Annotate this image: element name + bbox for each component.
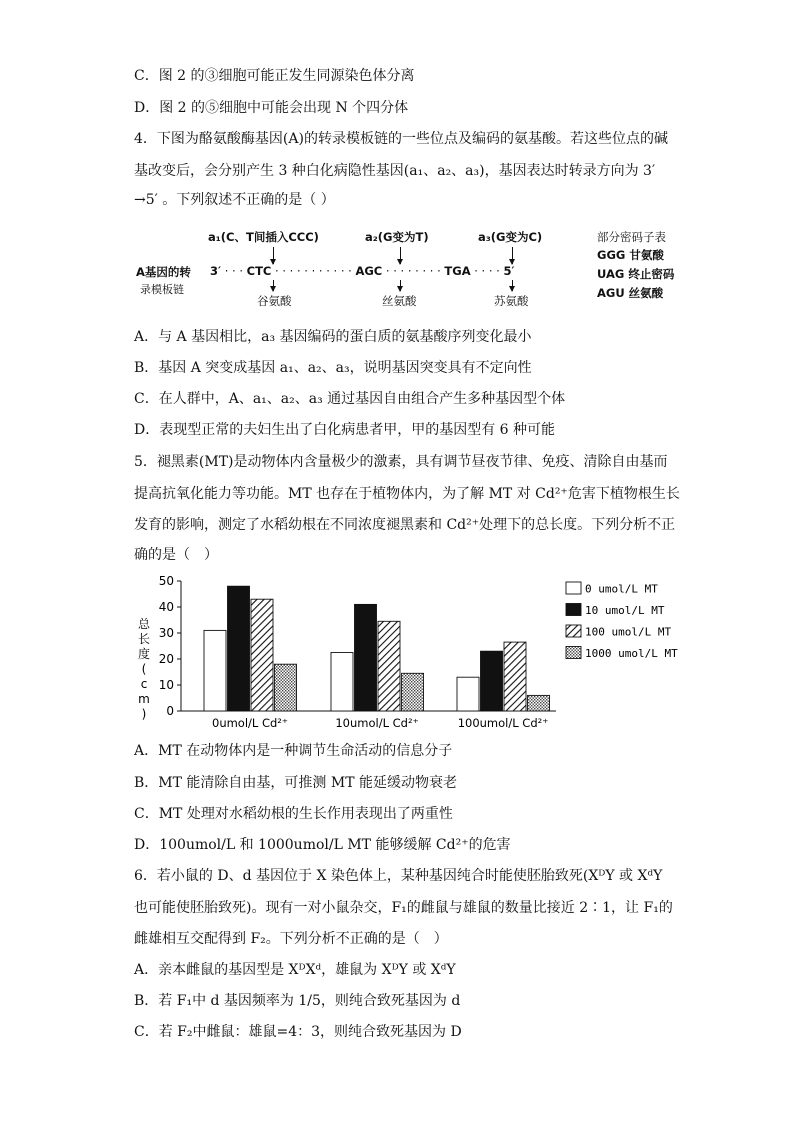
codon-ctc: CTC xyxy=(246,264,272,278)
y-tick-label: 50 xyxy=(158,574,174,588)
bar xyxy=(402,673,424,711)
y-tick-label: 40 xyxy=(158,600,174,614)
q3-option-d: D．图 2 的⑤细胞中可能会出现 N 个四分体 xyxy=(134,100,409,116)
q5-option-a: A．MT 在动物体内是一种调节生命活动的信息分子 xyxy=(134,743,453,759)
codon-tga: TGA xyxy=(444,264,471,278)
legend-label: 100 umol/L MT xyxy=(585,625,672,639)
x-category-label: 100umol/L Cd²⁺ xyxy=(457,716,549,730)
legend-swatch xyxy=(566,604,581,616)
strand-dots: · · · xyxy=(224,264,243,278)
y-tick-label: 10 xyxy=(158,678,174,692)
x-category-label: 0umol/L Cd²⁺ xyxy=(212,716,288,730)
strand-dots: · · · · · · · · xyxy=(385,264,441,278)
legend-swatch xyxy=(566,647,581,659)
q5-option-c: C．MT 处理对水稻幼根的生长作用表现出了两重性 xyxy=(134,806,453,822)
y-tick-label: 0 xyxy=(166,704,174,718)
q6-option-a: A．亲本雌鼠的基因型是 XᴰXᵈ，雄鼠为 XᴰY 或 XᵈY xyxy=(134,962,456,978)
q4-option-a: A．与 A 基因相比，a₃ 基因编码的蛋白质的氨基酸序列变化最小 xyxy=(134,329,532,345)
bar xyxy=(528,695,550,711)
strand-dots: · · · · xyxy=(474,264,500,278)
mutation-label-a1: a₁(C、T间插入CCC) xyxy=(208,230,319,244)
legend-swatch xyxy=(566,625,581,637)
bar xyxy=(275,664,297,711)
q4-option-b: B．基因 A 突变成基因 a₁、a₂、a₃，说明基因突变具有不定向性 xyxy=(134,360,532,376)
legend-label: 10 umol/L MT xyxy=(585,604,665,617)
q3-option-c: C．图 2 的③细胞可能正发生同源染色体分离 xyxy=(134,68,415,84)
bar xyxy=(378,621,400,711)
legend-swatch xyxy=(566,582,581,594)
q6-option-b: B．若 F₁中 d 基因频率为 1/5，则纯合致死基因为 d xyxy=(134,993,461,1009)
q5-stem-line-1: 5．褪黑素(MT)是动物体内含量极少的激素，具有调节昼夜节律、免疫、清除自由基而 xyxy=(134,454,668,470)
end-3-prime: 3′ xyxy=(210,264,222,278)
q5-stem-line-2: 提高抗氧化能力等功能。MT 也存在于植物体内，为了解 MT 对 Cd²⁺危害下植物根生长 xyxy=(134,486,680,502)
codon-table-row-1: GGG 甘氨酸 xyxy=(597,248,664,262)
q4-stem-line-3: →5′ 。下列叙述不正确的是（ ） xyxy=(134,192,335,208)
q6-option-c: C．若 F₂中雌鼠：雄鼠=4：3，则纯合致死基因为 D xyxy=(134,1024,462,1040)
end-5-prime: 5′ xyxy=(503,264,515,278)
q5-stem-line-4: 确的是（ ） xyxy=(134,547,218,563)
strand-dots: · · · · · · · · · · · xyxy=(275,264,352,278)
q4-option-d: D．表现型正常的夫妇生出了白化病患者甲，甲的基因型有 6 种可能 xyxy=(134,422,556,438)
y-axis-label: 总长度( c m ) xyxy=(137,617,151,721)
q5-option-b: B．MT 能清除自由基，可推测 MT 能延缓动物衰老 xyxy=(134,775,457,791)
strand-label-line-2: 录模板链 xyxy=(140,283,184,296)
q6-stem-line-1: 6．若小鼠的 D、d 基因位于 X 染色体上，某种基因纯合时能使胚胎致死(XᴰY 或 XᵈY xyxy=(134,868,663,884)
x-category-label: 10umol/L Cd²⁺ xyxy=(335,716,419,730)
strand-label-line-1: A基因的转 xyxy=(136,265,191,279)
amino-acid-1: 谷氨酸 xyxy=(257,294,292,308)
bar xyxy=(204,630,226,711)
q4-option-c: C．在人群中，A、a₁、a₂、a₃ 通过基因自由组合产生多种基因型个体 xyxy=(134,391,566,407)
bar xyxy=(481,651,503,711)
q6-stem-line-3: 雌雄相互交配得到 F₂。下列分析不正确的是（ ） xyxy=(134,931,448,947)
bar xyxy=(355,604,377,711)
codon-table-title: 部分密码子表 xyxy=(597,230,666,244)
y-tick-label: 30 xyxy=(158,626,174,640)
legend-label: 1000 umol/L MT xyxy=(585,647,678,660)
codon-agc: AGC xyxy=(355,264,383,278)
codon-table-row-2: UAG 终止密码 xyxy=(597,267,675,281)
bar xyxy=(457,677,479,711)
amino-acid-2: 丝氨酸 xyxy=(382,294,417,308)
amino-acid-3: 苏氨酸 xyxy=(494,294,529,308)
bar xyxy=(251,599,273,711)
q4-stem-line-1: 4．下图为酪氨酸酶基因(A)的转录模板链的一些位点及编码的氨基酸。若这些位点的碱 xyxy=(134,131,668,147)
mutation-label-a2: a₂(G变为T) xyxy=(365,230,429,244)
q5-stem-line-3: 发育的影响，测定了水稻幼根在不同浓度褪黑素和 Cd²⁺处理下的总长度。下列分析不正 xyxy=(134,517,676,533)
bar xyxy=(331,653,353,712)
q5-option-d: D．100umol/L 和 1000umol/L MT 能够缓解 Cd²⁺的危害 xyxy=(134,837,511,853)
bar xyxy=(228,586,250,711)
mutation-label-a3: a₃(G变为C) xyxy=(478,230,543,244)
q6-stem-line-2: 也可能使胚胎致死)。现有一对小鼠杂交，F₁的雌鼠与雄鼠的数量比接近 2∶1，让 F₁的 xyxy=(134,900,673,916)
codon-table-row-3: AGU 丝氨酸 xyxy=(597,286,664,300)
q4-stem-line-2: 基改变后，会分别产生 3 种白化病隐性基因(a₁、a₂、a₃)，基因表达时转录方向为 3′ xyxy=(134,163,656,179)
bar xyxy=(504,642,526,711)
legend-label: 0 umol/L MT xyxy=(585,582,658,596)
y-tick-label: 20 xyxy=(158,652,174,666)
